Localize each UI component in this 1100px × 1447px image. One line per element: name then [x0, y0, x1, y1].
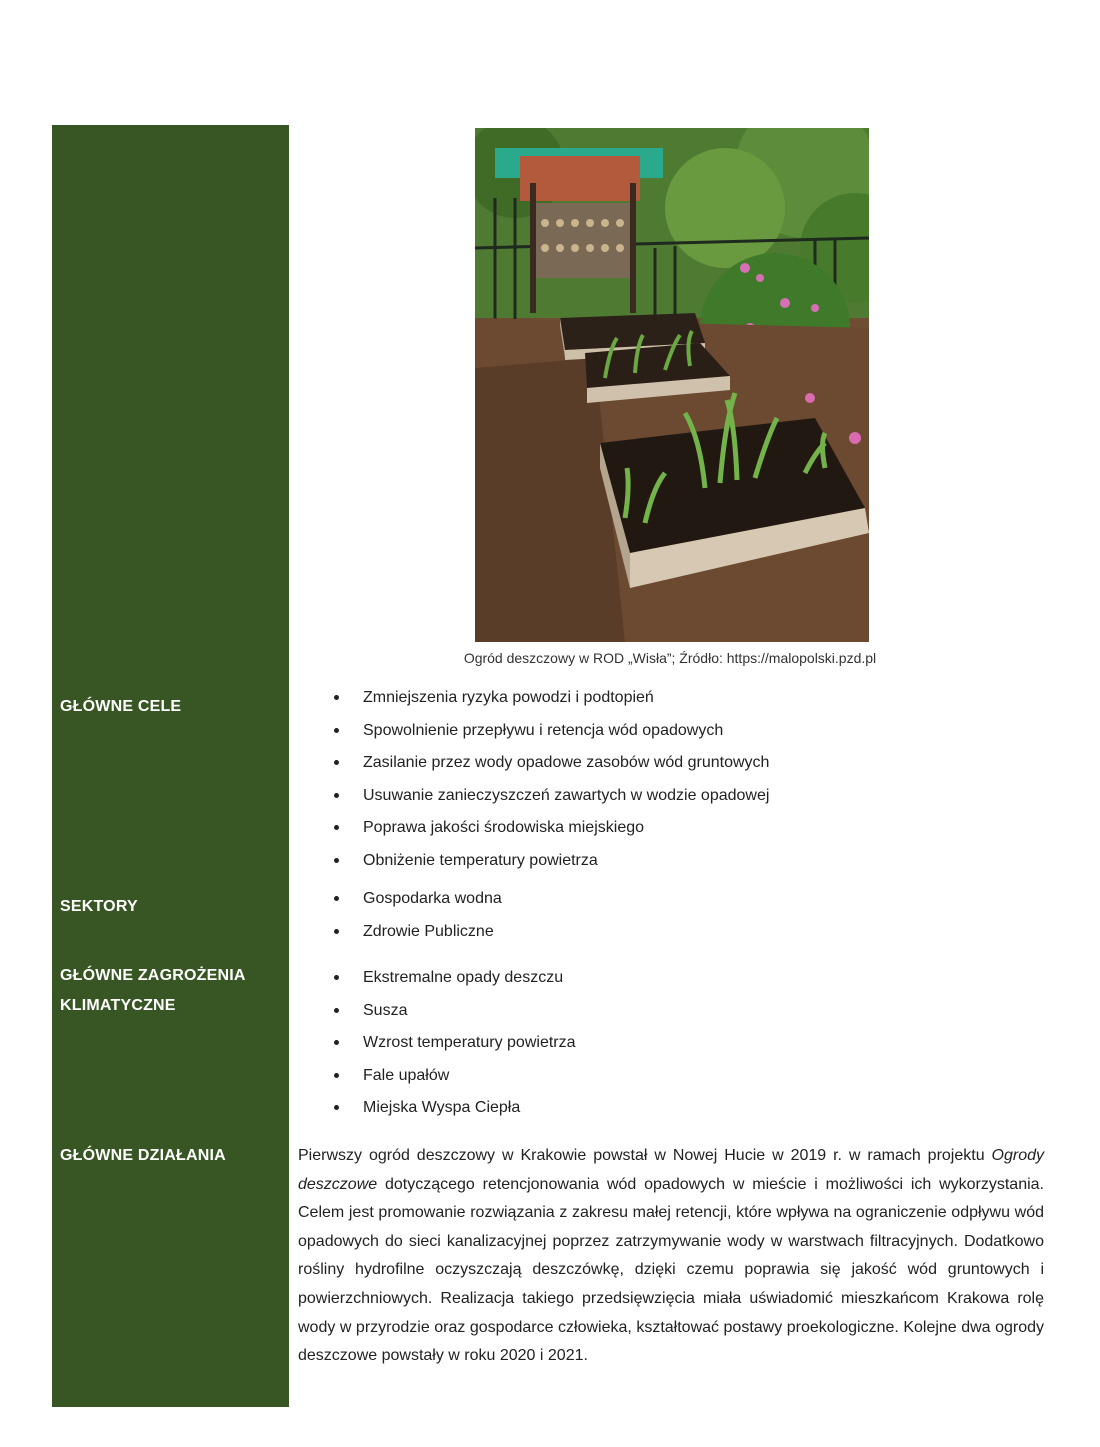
list-item: Wzrost temperatury powietrza	[330, 1031, 576, 1064]
section-label-sectors: SEKTORY	[60, 898, 138, 915]
list-item: Susza	[330, 999, 576, 1032]
rain-garden-photo	[475, 128, 869, 642]
climate-threats-label-line1: GŁÓWNE ZAGROŻENIA	[60, 967, 246, 984]
list-item: Miejska Wyspa Ciepła	[330, 1096, 576, 1129]
list-item: Obniżenie temperatury powietrza	[330, 849, 769, 882]
section-label-climate-threats	[60, 961, 246, 1021]
list-item: Zmniejszenia ryzyka powodzi i podtopień	[330, 686, 769, 719]
section-label-main-actions: GŁÓWNE DZIAŁANIA	[60, 1147, 226, 1164]
list-item: Fale upałów	[330, 1064, 576, 1097]
list-item: Usuwanie zanieczyszczeń zawartych w wodzie opadowej	[330, 784, 769, 817]
photo-caption: Ogród deszczowy w ROD „Wisła”; Źródło: https://malopolski.pzd.pl	[463, 650, 877, 666]
section-label-sidebar	[52, 125, 289, 1407]
sectors-list	[330, 887, 502, 952]
list-item: Zasilanie przez wody opadowe zasobów wód gruntowych	[330, 751, 769, 784]
project-name: Ogrody deszczowe	[298, 1147, 1044, 1193]
description-text-start: Pierwszy ogród deszczowy w Krakowie powstał w Nowej Hucie w 2019 r. w ramach projektu	[298, 1147, 992, 1164]
main-goals-list	[330, 686, 769, 882]
description-text-end: dotyczącego retencjonowania wód opadowych w mieście i możliwości ich wykorzystania. Celem jest promowanie rozwiązania z zakresu małej retencji, które wpływa na ograniczenie odpływu wód opadowych do sieci kanalizacyjnej poprzez zatrzymywanie wody w warstwach filtracyjnych. Dodatkowo rośliny hydrofilne oczyszczają deszczówkę, dzięki czemu poprawia się jakość wód gruntowych i powierzchniowych. Realizacja takiego przedsięwzięcia miała uświadomić mieszkańcom Krakowa rolę wody w przyrodzie oraz gospodarce człowieka, kształtować postawy proekologiczne. Kolejne dwa ogrody deszczowe powstały w roku 2020 i 2021.	[298, 1175, 1044, 1365]
list-item: Gospodarka wodna	[330, 887, 502, 920]
list-item: Zdrowie Publiczne	[330, 920, 502, 953]
list-item: Poprawa jakości środowiska miejskiego	[330, 816, 769, 849]
climate-threats-list	[330, 966, 576, 1129]
list-item: Ekstremalne opady deszczu	[330, 966, 576, 999]
main-actions-description	[298, 1142, 1044, 1371]
list-item: Spowolnienie przepływu i retencja wód opadowych	[330, 719, 769, 752]
section-label-main-goals: GŁÓWNE CELE	[60, 698, 182, 715]
climate-threats-label-line2: KLIMATYCZNE	[60, 997, 176, 1014]
